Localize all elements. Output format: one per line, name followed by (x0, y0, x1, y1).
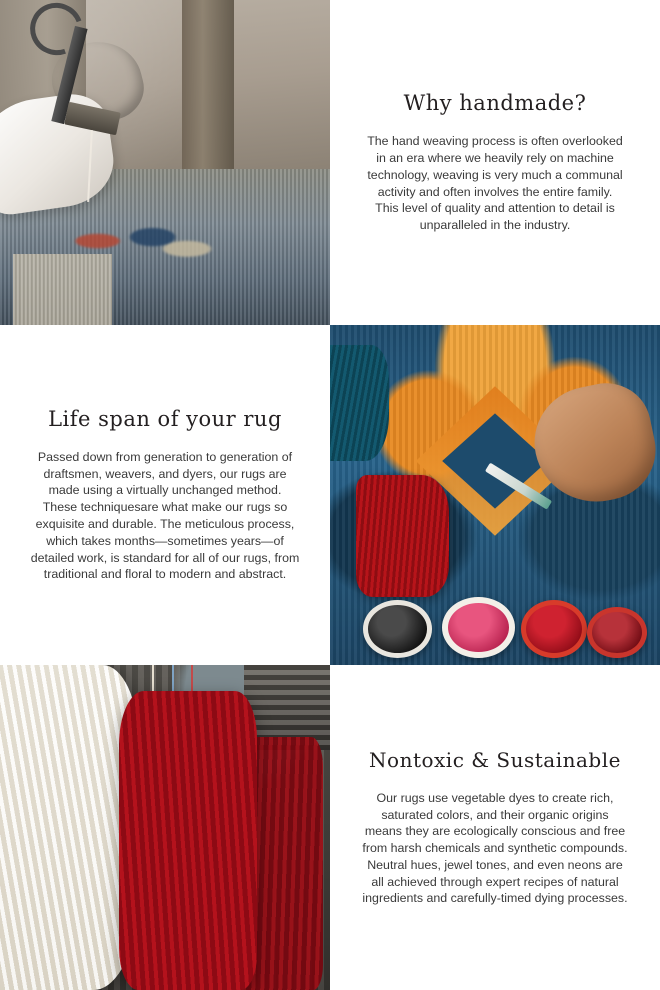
hand-painting-rug-with-dye-pots-photo (330, 325, 660, 665)
red-yarn-bundle (356, 475, 448, 597)
section-row-life-span (0, 325, 660, 665)
section-row-nontoxic (0, 665, 660, 990)
nontoxic-text-block (330, 665, 660, 990)
why-handmade-text-block (330, 0, 660, 325)
section-row-why-handmade (0, 0, 660, 325)
undyed-wool-bundle (0, 665, 139, 990)
weaver-combing-loom-photo (0, 0, 330, 325)
dye-photo-art (330, 325, 660, 665)
teal-yarn-bundle (330, 345, 389, 461)
white-and-red-wool-skeins-photo (0, 665, 330, 990)
weaver-photo-art (0, 0, 330, 325)
dye-pot-pink (442, 597, 515, 658)
dye-pot-dark-red (587, 607, 646, 658)
rug-fringe (13, 254, 112, 326)
dye-pot-black (363, 600, 432, 658)
life-span-body: Passed down from generation to generation of draftsmen, weavers, and dyers, our rugs are made using a virtually unchanged method. These techniquesare what make our rugs so exquisite and durable. The meticulous process, which takes months—sometimes years—of detailed work, is standard for all of our rugs, from traditional and floral to modern and abstract. (30, 449, 300, 582)
wool-photo-art (0, 665, 330, 990)
life-span-text-block (0, 325, 330, 665)
page-title-nontoxic: Nontoxic & Sustainable (369, 747, 621, 772)
page-title-life-span: Life span of your rug (48, 406, 282, 431)
red-wool-bundle-front (119, 691, 258, 990)
nontoxic-body: Our rugs use vegetable dyes to create rich, saturated colors, and their organic origins means they are ecologically conscious and free from harsh chemicals and synthetic compounds. Neutral hues, jewel tones, and even neons are all achieved through expert recipes of natural ingredients and carefully-timed dying processes. (362, 790, 628, 906)
why-handmade-body: The hand weaving process is often overlooked in an era where we heavily rely on machine technology, weaving is very much a communal activity and often involves the entire family. This level of quality and attention to detail is unparalleled in the industry. (367, 134, 623, 233)
page-title-why-handmade: Why handmade? (403, 91, 587, 116)
